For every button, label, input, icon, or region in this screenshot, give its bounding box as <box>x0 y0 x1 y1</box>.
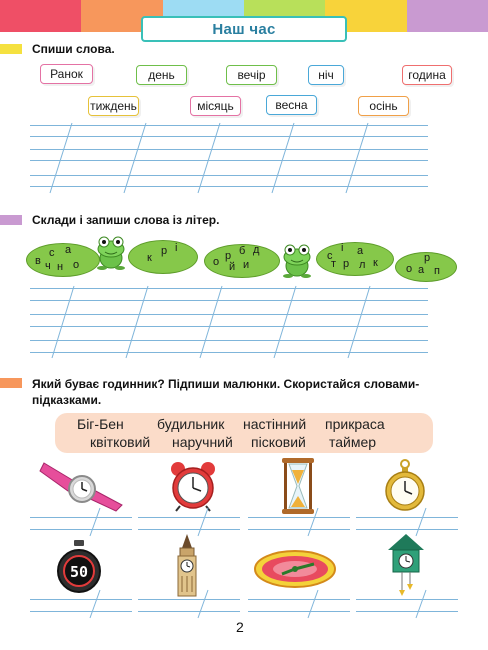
pocket-watch-icon <box>384 458 426 514</box>
answer-line[interactable] <box>356 516 458 532</box>
hint-words-box <box>55 413 433 453</box>
answer-line[interactable] <box>356 598 458 614</box>
answer-line[interactable] <box>30 516 132 532</box>
writing-lines[interactable] <box>30 286 428 358</box>
word-card: весна <box>266 95 317 115</box>
page-number: 2 <box>236 619 244 635</box>
word-card: година <box>402 65 452 85</box>
lily-pad: с і а т р л к <box>316 242 394 276</box>
answer-line[interactable] <box>248 598 350 614</box>
hint-word: пісковий <box>251 434 306 450</box>
task-marker-yellow <box>0 44 22 54</box>
hint-word: квітковий <box>90 434 151 450</box>
hint-word: будильник <box>157 416 225 432</box>
hint-word: прикраса <box>325 416 385 432</box>
word-card: тиждень <box>88 96 139 116</box>
stripe-red <box>0 0 81 32</box>
cuckoo-clock-icon <box>388 534 424 598</box>
word-card: осінь <box>358 96 409 116</box>
wristwatch-icon <box>40 457 124 512</box>
task-marker-orange <box>0 378 22 388</box>
lily-pad: о р б д й и <box>204 244 280 278</box>
lily-pad: в с а ч н о <box>26 243 100 277</box>
word-card: місяць <box>190 96 241 116</box>
task-marker-purple <box>0 215 22 225</box>
task1-instruction: Спиши слова. <box>32 42 115 56</box>
task2-instruction: Склади і запиши слова із літер. <box>32 213 220 227</box>
answer-line[interactable] <box>138 598 240 614</box>
stopwatch-icon <box>56 540 102 594</box>
stopwatch-display: 50 <box>69 563 89 581</box>
word-card: день <box>136 65 187 85</box>
answer-line[interactable] <box>248 516 350 532</box>
hint-word: Біг-Бен <box>77 416 124 432</box>
word-card: ніч <box>308 65 344 85</box>
page-title: Наш час <box>212 20 276 38</box>
stripe-purple <box>407 0 488 32</box>
flower-clock-icon <box>254 550 336 588</box>
page-title-box <box>141 16 347 42</box>
alarm-clock-icon <box>168 460 218 512</box>
hourglass-icon <box>282 458 314 514</box>
big-ben-icon <box>172 534 202 596</box>
frog-icon <box>282 240 312 280</box>
answer-line[interactable] <box>138 516 240 532</box>
word-card: вечір <box>226 65 277 85</box>
hint-word: настінний <box>243 416 307 432</box>
hint-word: наручний <box>172 434 233 450</box>
task3-instruction: Який буває годинник? Підпиши малюнки. Скористайся словами- підказками. <box>32 377 420 407</box>
hint-word: таймер <box>329 434 377 450</box>
writing-lines[interactable] <box>30 123 428 193</box>
lily-pad: к р і <box>128 240 198 274</box>
lily-pad: о а р п <box>395 252 457 282</box>
answer-line[interactable] <box>30 598 132 614</box>
frog-icon <box>96 232 126 272</box>
word-card: Ранок <box>40 64 93 84</box>
